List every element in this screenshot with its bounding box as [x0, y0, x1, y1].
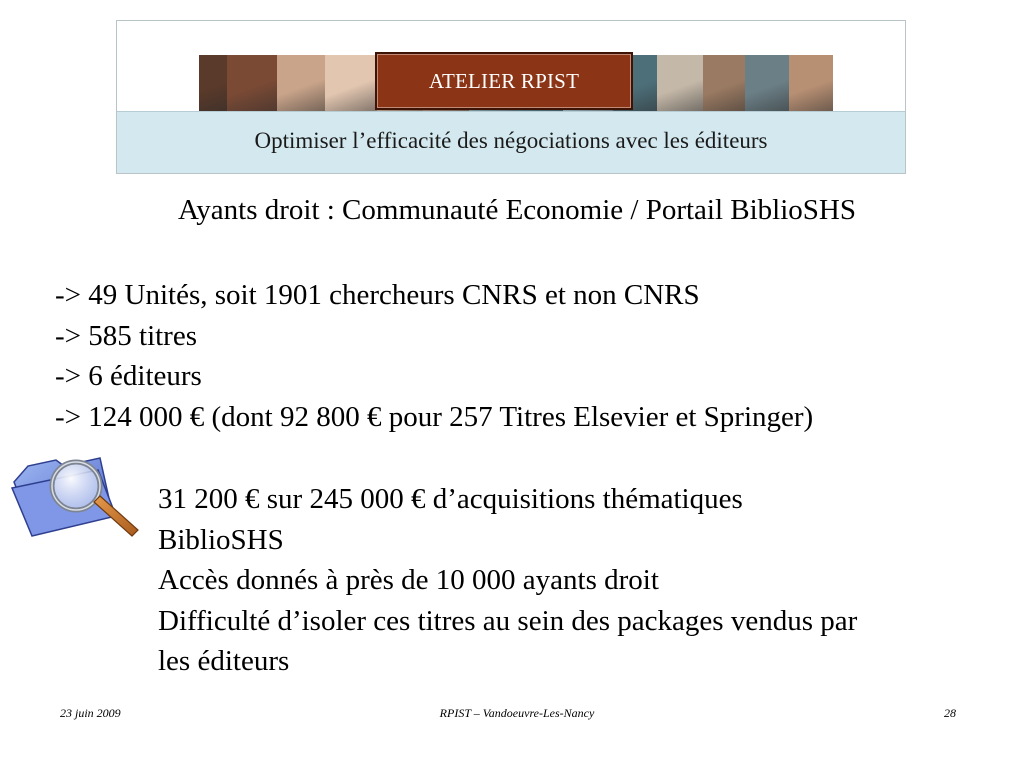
- photo-tile: [199, 55, 227, 112]
- banner-title: ATELIER RPIST: [375, 52, 633, 110]
- footer-title: RPIST – Vandoeuvre-Les-Nancy: [439, 706, 595, 720]
- paragraph-line: les éditeurs: [158, 645, 290, 677]
- paragraph-line: BiblioSHS: [158, 523, 284, 556]
- header-banner: [116, 20, 906, 174]
- photo-tile: [325, 55, 377, 112]
- photo-tile: [789, 55, 833, 112]
- banner-subtitle: Optimiser l’efficacité des négociations avec les éditeurs: [254, 128, 768, 153]
- photo-tile: [657, 55, 703, 112]
- paragraph-line: Accès donnés à près de 10 000 ayants droit: [158, 564, 659, 596]
- page-number: 28: [944, 706, 956, 720]
- bullet-item: -> 49 Unités, soit 1901 chercheurs CNRS et non CNRS: [55, 279, 700, 311]
- paragraph-line: 31 200 € sur 245 000 € d’acquisitions thématiques: [158, 483, 743, 515]
- bullet-item: -> 585 titres: [55, 319, 197, 352]
- folder-magnifier-icon: [8, 452, 142, 546]
- detail-paragraph: [158, 479, 998, 682]
- bullet-list: [55, 275, 813, 437]
- footer-date: 23 juin 2009: [60, 706, 121, 720]
- photo-tile: [277, 55, 325, 112]
- photo-tile: [745, 55, 789, 112]
- bullet-item: -> 6 éditeurs: [55, 360, 202, 392]
- slide-heading: Ayants droit : Communauté Economie / Portail BiblioSHS: [177, 194, 856, 226]
- photo-tile: [703, 55, 745, 112]
- banner-subtitle-band: [117, 111, 905, 173]
- photo-tile: [227, 55, 277, 112]
- paragraph-line: Difficulté d’isoler ces titres au sein des packages vendus par: [158, 604, 858, 637]
- bullet-item: -> 124 000 € (dont 92 800 € pour 257 Titres Elsevier et Springer): [55, 400, 814, 433]
